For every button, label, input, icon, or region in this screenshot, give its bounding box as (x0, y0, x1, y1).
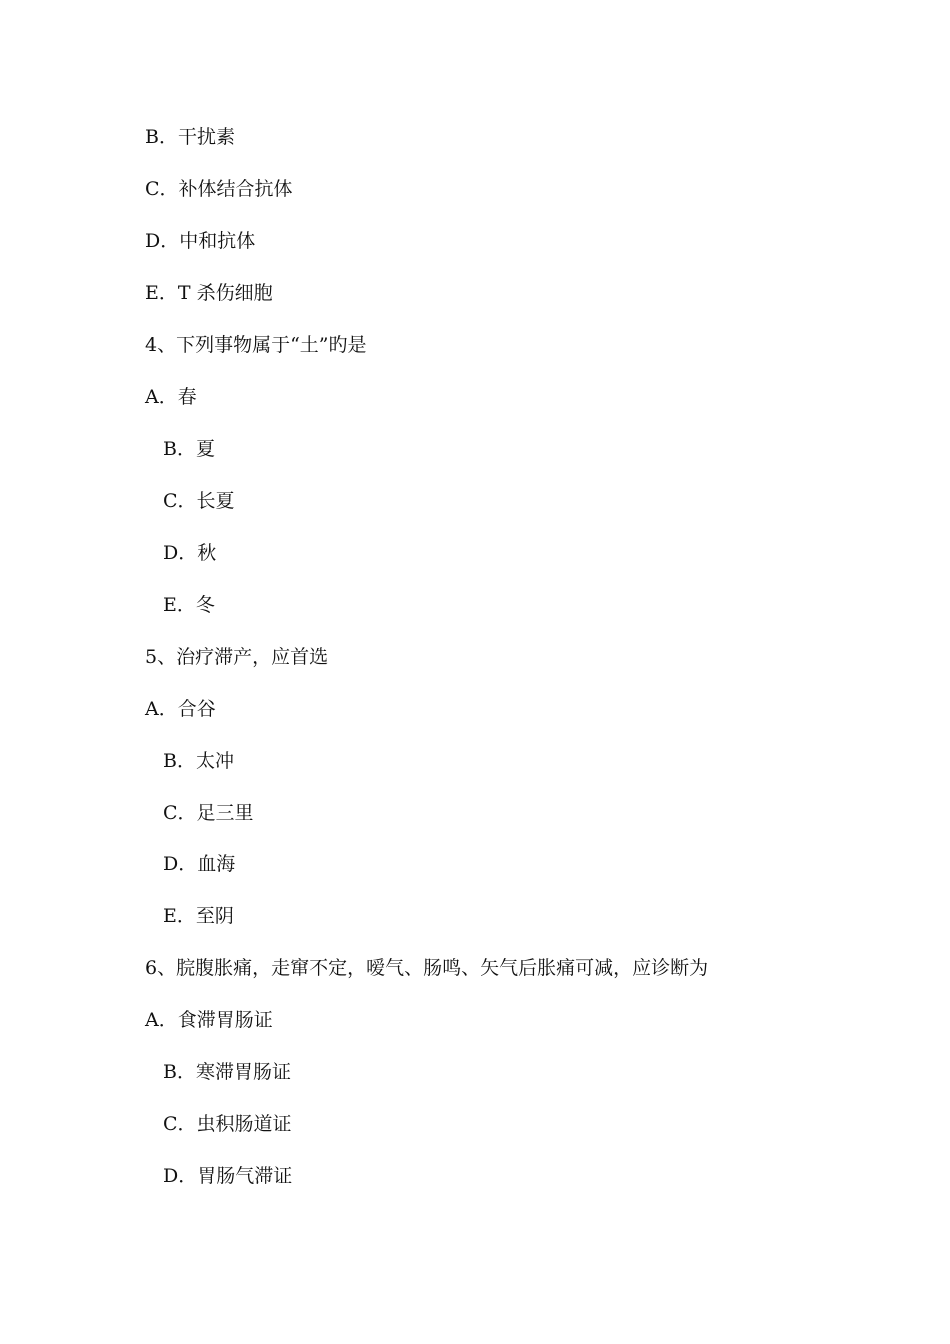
option-e-q4: E．冬 (163, 594, 215, 616)
question-4: 4、下列事物属于“土”旳是 (145, 334, 367, 356)
option-b-q5: B．太冲 (163, 750, 234, 772)
option-d-q5: D．血海 (163, 853, 236, 875)
option-a-q5: A．合谷 (145, 698, 216, 720)
option-c-q6: C．虫积肠道证 (163, 1113, 292, 1135)
option-c-q5: C．足三里 (163, 802, 254, 824)
option-d-q3: D．中和抗体 (145, 230, 256, 252)
option-c-q4: C．长夏 (163, 490, 235, 512)
option-a-q4: A．春 (145, 386, 197, 408)
option-b-q4: B．夏 (163, 438, 215, 460)
option-d-q6: D．胃肠气滞证 (163, 1165, 293, 1187)
question-6: 6、脘腹胀痛，走窜不定，嗳气、肠鸣、矢气后胀痛可减，应诊断为 (145, 957, 709, 979)
option-e-q5: E．至阴 (163, 905, 234, 927)
option-e-q3: E．T 杀伤细胞 (145, 282, 273, 304)
option-b-q3: B．干扰素 (145, 126, 235, 148)
option-b-q6: B．寒滞胃肠证 (163, 1061, 291, 1083)
option-d-q4: D．秋 (163, 542, 217, 564)
option-c-q3: C．补体结合抗体 (145, 178, 293, 200)
question-5: 5、治疗滞产，应首选 (145, 646, 329, 668)
option-a-q6: A．食滞胃肠证 (145, 1009, 273, 1031)
